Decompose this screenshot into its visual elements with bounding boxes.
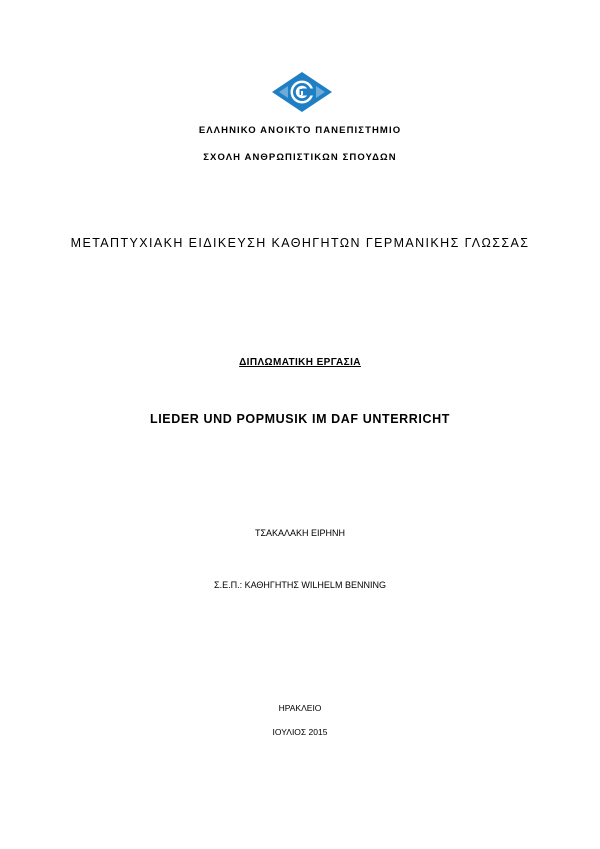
school-name: ΣΧΟΛΗ ΑΝΘΡΩΠΙΣΤΙΚΩΝ ΣΠΟΥΔΩΝ (203, 152, 397, 163)
university-logo-icon (271, 71, 333, 113)
author-name: ΤΣΑΚΑΛΑΚΗ ΕΙΡΗΝΗ (254, 528, 346, 538)
university-name: ΕΛΛΗΝΙΚΟ ΑΝΟΙΚΤΟ ΠΑΝΕΠΙΣΤΗΜΙΟ (198, 125, 402, 136)
program-title: ΜΕΤΑΠΤΥΧΙΑΚΗ ΕΙΔΙΚΕΥΣΗ ΚΑΘΗΓΗΤΩΝ ΓΕΡΜΑΝΙΚΗΣ ΓΛΩΣΣΑΣ (70, 236, 530, 250)
thesis-title: LIEDER UND POPMUSIK IM DAF UNTERRICHT (150, 412, 450, 426)
date: ΙΟΥΛΙΟΣ 2015 (272, 727, 328, 737)
document-type: ΔΙΠΛΩΜΑΤΙΚΗ ΕΡΓΑΣΙΑ (239, 357, 361, 368)
supervisor-name: Σ.Ε.Π.: ΚΑΘΗΓΗΤΗΣ WILHELM BENNING (214, 580, 386, 590)
city: ΗΡΑΚΛΕΙΟ (278, 703, 322, 713)
